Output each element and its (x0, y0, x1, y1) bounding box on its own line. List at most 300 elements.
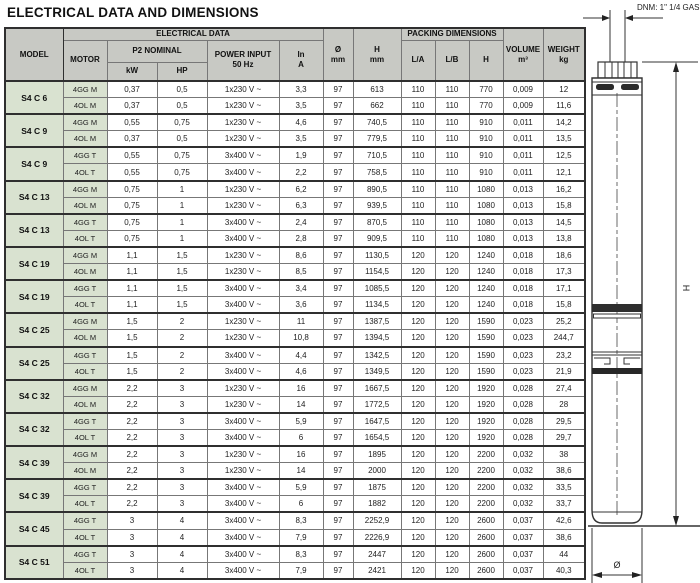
cell-power_input: 1x230 V ~ (207, 396, 279, 413)
header-kw: kW (107, 62, 157, 81)
cell-in_a: 5,9 (279, 413, 323, 430)
cell-hp: 1,5 (157, 264, 207, 281)
cell-la: 110 (401, 214, 435, 231)
cell-lb: 110 (435, 81, 469, 98)
cell-kw: 0,75 (107, 230, 157, 247)
cell-in_a: 14 (279, 396, 323, 413)
cell-h_pack: 1920 (469, 396, 503, 413)
cell-motor: 4GG T (63, 147, 107, 164)
cell-volume: 0,028 (503, 429, 543, 446)
cell-h_pack: 2600 (469, 529, 503, 546)
cell-hp: 3 (157, 446, 207, 463)
cell-la: 120 (401, 297, 435, 314)
cell-la: 120 (401, 330, 435, 347)
cell-volume: 0,011 (503, 131, 543, 148)
cell-hp: 4 (157, 546, 207, 563)
cell-la: 120 (401, 280, 435, 297)
header-diameter (323, 28, 353, 81)
cell-h_pack: 1590 (469, 313, 503, 330)
table-row (5, 413, 585, 430)
cell-lb: 120 (435, 496, 469, 513)
cell-h: 1349,5 (353, 363, 401, 380)
cell-h: 740,5 (353, 114, 401, 131)
cell-motor: 4GG M (63, 313, 107, 330)
cell-la: 120 (401, 380, 435, 397)
cell-in_a: 14 (279, 463, 323, 480)
cell-weight: 12,5 (543, 147, 585, 164)
cell-h_pack: 2600 (469, 562, 503, 579)
table-row (5, 463, 585, 480)
table-row (5, 347, 585, 364)
cell-h: 1875 (353, 479, 401, 496)
cell-la: 120 (401, 264, 435, 281)
cell-in_a: 6,3 (279, 197, 323, 214)
cell-la: 110 (401, 181, 435, 198)
cell-power_input: 1x230 V ~ (207, 98, 279, 115)
dnm-arrowheads (602, 15, 633, 21)
cell-in_a: 7,9 (279, 529, 323, 546)
cell-in_a: 3,3 (279, 81, 323, 98)
cell-diameter: 97 (323, 562, 353, 579)
cell-hp: 2 (157, 347, 207, 364)
cell-weight: 38 (543, 446, 585, 463)
cell-h: 1134,5 (353, 297, 401, 314)
cell-la: 120 (401, 446, 435, 463)
cell-la: 120 (401, 429, 435, 446)
cell-power_input: 3x400 V ~ (207, 147, 279, 164)
cell-kw: 3 (107, 562, 157, 579)
cell-la: 120 (401, 313, 435, 330)
cell-hp: 2 (157, 330, 207, 347)
cell-power_input: 3x400 V ~ (207, 164, 279, 181)
cell-in_a: 16 (279, 380, 323, 397)
cell-h_pack: 1080 (469, 214, 503, 231)
cell-diameter: 97 (323, 81, 353, 98)
cell-motor: 4OL M (63, 131, 107, 148)
cell-la: 110 (401, 230, 435, 247)
page-title: ELECTRICAL DATA AND DIMENSIONS (7, 5, 259, 20)
cell-weight: 23,2 (543, 347, 585, 364)
cell-power_input: 1x230 V ~ (207, 114, 279, 131)
cell-motor: 4OL T (63, 529, 107, 546)
cell-lb: 110 (435, 98, 469, 115)
cell-lb: 120 (435, 429, 469, 446)
cell-h_pack: 910 (469, 147, 503, 164)
cell-power_input: 3x400 V ~ (207, 214, 279, 231)
cell-lb: 110 (435, 230, 469, 247)
cell-motor: 4GG M (63, 446, 107, 463)
cell-weight: 16,2 (543, 181, 585, 198)
model-cell: S4 C 25 (5, 313, 63, 346)
cell-h_pack: 910 (469, 131, 503, 148)
cell-volume: 0,037 (503, 529, 543, 546)
cell-power_input: 1x230 V ~ (207, 131, 279, 148)
cell-h: 1130,5 (353, 247, 401, 264)
cell-diameter: 97 (323, 330, 353, 347)
cell-volume: 0,037 (503, 562, 543, 579)
model-cell: S4 C 32 (5, 413, 63, 446)
cell-weight: 29,7 (543, 429, 585, 446)
cell-h: 1387,5 (353, 313, 401, 330)
cell-motor: 4GG T (63, 479, 107, 496)
cell-kw: 0,75 (107, 181, 157, 198)
cell-weight: 13,8 (543, 230, 585, 247)
cell-power_input: 3x400 V ~ (207, 512, 279, 529)
cell-kw: 1,5 (107, 363, 157, 380)
cell-lb: 120 (435, 529, 469, 546)
cell-lb: 110 (435, 164, 469, 181)
cell-la: 110 (401, 81, 435, 98)
table-row (5, 214, 585, 231)
cell-diameter: 97 (323, 413, 353, 430)
cell-hp: 3 (157, 463, 207, 480)
cell-motor: 4GG T (63, 413, 107, 430)
cell-in_a: 8,3 (279, 512, 323, 529)
table-row (5, 313, 585, 330)
table-row (5, 330, 585, 347)
cell-hp: 0,5 (157, 98, 207, 115)
cell-diameter: 97 (323, 280, 353, 297)
model-cell: S4 C 19 (5, 247, 63, 280)
cell-kw: 1,5 (107, 313, 157, 330)
cell-diameter: 97 (323, 347, 353, 364)
header-h-unit: mm (369, 54, 385, 64)
table-header (5, 28, 585, 81)
cell-power_input: 1x230 V ~ (207, 313, 279, 330)
cell-power_input: 3x400 V ~ (207, 562, 279, 579)
cell-diameter: 97 (323, 479, 353, 496)
cell-in_a: 3,4 (279, 280, 323, 297)
cell-kw: 2,2 (107, 413, 157, 430)
cell-h: 1772,5 (353, 396, 401, 413)
header-hp: HP (157, 62, 207, 81)
cell-volume: 0,032 (503, 479, 543, 496)
cell-volume: 0,018 (503, 280, 543, 297)
table-row (5, 81, 585, 98)
cell-diameter: 97 (323, 247, 353, 264)
cell-weight: 42,6 (543, 512, 585, 529)
header-volume (503, 28, 543, 81)
cell-lb: 120 (435, 347, 469, 364)
cell-motor: 4OL T (63, 562, 107, 579)
pump-technical-drawing (580, 0, 700, 583)
cell-la: 120 (401, 546, 435, 563)
cell-power_input: 3x400 V ~ (207, 429, 279, 446)
cell-in_a: 2,2 (279, 164, 323, 181)
table-row (5, 247, 585, 264)
cell-lb: 120 (435, 562, 469, 579)
cell-diameter: 97 (323, 363, 353, 380)
header-weight (543, 28, 585, 81)
table-row (5, 562, 585, 579)
cell-kw: 0,75 (107, 197, 157, 214)
model-cell: S4 C 45 (5, 512, 63, 545)
cell-h_pack: 1240 (469, 280, 503, 297)
cell-volume: 0,023 (503, 330, 543, 347)
cell-weight: 17,3 (543, 264, 585, 281)
cell-hp: 4 (157, 529, 207, 546)
cell-in_a: 6 (279, 496, 323, 513)
cell-h_pack: 1590 (469, 363, 503, 380)
cell-kw: 1,5 (107, 330, 157, 347)
cell-la: 120 (401, 529, 435, 546)
cell-power_input: 3x400 V ~ (207, 479, 279, 496)
cell-hp: 1 (157, 214, 207, 231)
cell-lb: 120 (435, 313, 469, 330)
cell-h_pack: 2200 (469, 446, 503, 463)
cell-weight: 15,8 (543, 297, 585, 314)
cell-motor: 4OL M (63, 396, 107, 413)
header-motor: MOTOR (63, 40, 107, 81)
header-lb: L/B (435, 40, 469, 81)
cell-lb: 120 (435, 280, 469, 297)
cell-kw: 0,37 (107, 81, 157, 98)
cell-kw: 2,2 (107, 496, 157, 513)
cell-h: 1394,5 (353, 330, 401, 347)
header-h (353, 28, 401, 81)
cell-weight: 12,1 (543, 164, 585, 181)
cell-h: 1882 (353, 496, 401, 513)
cell-h: 758,5 (353, 164, 401, 181)
cell-weight: 28 (543, 396, 585, 413)
cell-kw: 1,5 (107, 347, 157, 364)
cell-h: 1667,5 (353, 380, 401, 397)
cell-power_input: 1x230 V ~ (207, 264, 279, 281)
header-model: MODEL (5, 28, 63, 81)
cell-power_input: 3x400 V ~ (207, 413, 279, 430)
cell-weight: 33,5 (543, 479, 585, 496)
cell-in_a: 5,9 (279, 479, 323, 496)
cell-volume: 0,009 (503, 81, 543, 98)
cell-hp: 1 (157, 197, 207, 214)
cell-volume: 0,011 (503, 164, 543, 181)
cell-power_input: 3x400 V ~ (207, 230, 279, 247)
cell-weight: 21,9 (543, 363, 585, 380)
header-h-symbol: H (374, 44, 380, 54)
model-cell: S4 C 13 (5, 214, 63, 247)
cell-weight: 13,5 (543, 131, 585, 148)
cell-motor: 4OL M (63, 463, 107, 480)
cell-motor: 4OL M (63, 98, 107, 115)
cell-weight: 38,6 (543, 463, 585, 480)
cell-weight: 15,8 (543, 197, 585, 214)
table-row (5, 496, 585, 513)
header-volume-unit: m³ (518, 54, 528, 64)
cell-lb: 110 (435, 181, 469, 198)
table-row (5, 529, 585, 546)
cell-h_pack: 1240 (469, 297, 503, 314)
cell-weight: 40,3 (543, 562, 585, 579)
cell-power_input: 3x400 V ~ (207, 363, 279, 380)
cell-la: 120 (401, 496, 435, 513)
cell-lb: 120 (435, 512, 469, 529)
cell-h_pack: 1240 (469, 264, 503, 281)
cell-kw: 3 (107, 546, 157, 563)
cell-power_input: 1x230 V ~ (207, 197, 279, 214)
cell-kw: 2,2 (107, 463, 157, 480)
cell-weight: 14,2 (543, 114, 585, 131)
cell-motor: 4OL M (63, 264, 107, 281)
model-cell: S4 C 9 (5, 147, 63, 180)
cell-hp: 3 (157, 429, 207, 446)
cell-h_pack: 910 (469, 164, 503, 181)
table-row (5, 131, 585, 148)
cell-la: 120 (401, 247, 435, 264)
table-row (5, 181, 585, 198)
cell-h: 1342,5 (353, 347, 401, 364)
header-power-input-line2: 50 Hz (232, 60, 254, 70)
cell-h: 2226,9 (353, 529, 401, 546)
cell-hp: 1,5 (157, 297, 207, 314)
cell-lb: 120 (435, 446, 469, 463)
cell-motor: 4GG T (63, 347, 107, 364)
cell-lb: 110 (435, 214, 469, 231)
cell-diameter: 97 (323, 396, 353, 413)
cell-h_pack: 2200 (469, 463, 503, 480)
cell-hp: 3 (157, 396, 207, 413)
cell-la: 110 (401, 147, 435, 164)
cell-diameter: 97 (323, 114, 353, 131)
cell-hp: 1 (157, 181, 207, 198)
cell-kw: 3 (107, 512, 157, 529)
cell-h: 1647,5 (353, 413, 401, 430)
cell-lb: 110 (435, 147, 469, 164)
cell-h: 2447 (353, 546, 401, 563)
cell-h_pack: 1080 (469, 181, 503, 198)
model-cell: S4 C 13 (5, 181, 63, 214)
cell-weight: 18,6 (543, 247, 585, 264)
cell-hp: 3 (157, 413, 207, 430)
cell-in_a: 10,8 (279, 330, 323, 347)
cell-lb: 120 (435, 363, 469, 380)
cell-kw: 0,55 (107, 147, 157, 164)
cell-power_input: 1x230 V ~ (207, 463, 279, 480)
table-row (5, 446, 585, 463)
cell-weight: 17,1 (543, 280, 585, 297)
cell-volume: 0,009 (503, 98, 543, 115)
cell-in_a: 8,5 (279, 264, 323, 281)
header-in (279, 40, 323, 81)
cell-power_input: 1x230 V ~ (207, 380, 279, 397)
cell-motor: 4GG M (63, 247, 107, 264)
cell-motor: 4GG M (63, 114, 107, 131)
cell-motor: 4GG T (63, 512, 107, 529)
model-cell: S4 C 39 (5, 446, 63, 479)
cell-volume: 0,032 (503, 446, 543, 463)
cell-h: 779,5 (353, 131, 401, 148)
cell-volume: 0,013 (503, 181, 543, 198)
header-diameter-symbol: Ø (334, 44, 342, 54)
cell-lb: 120 (435, 479, 469, 496)
cell-h_pack: 2200 (469, 479, 503, 496)
cell-diameter: 97 (323, 264, 353, 281)
cell-h: 2252,9 (353, 512, 401, 529)
cell-motor: 4OL M (63, 197, 107, 214)
cell-diameter: 97 (323, 496, 353, 513)
cell-in_a: 11 (279, 313, 323, 330)
cell-motor: 4GG M (63, 181, 107, 198)
cell-lb: 120 (435, 413, 469, 430)
cell-la: 120 (401, 562, 435, 579)
cell-diameter: 97 (323, 446, 353, 463)
cell-diameter: 97 (323, 98, 353, 115)
cell-volume: 0,032 (503, 496, 543, 513)
cell-lb: 120 (435, 546, 469, 563)
cell-h_pack: 770 (469, 81, 503, 98)
cell-weight: 11,6 (543, 98, 585, 115)
h-dimension-lines (642, 62, 698, 524)
cell-la: 110 (401, 114, 435, 131)
table-row (5, 280, 585, 297)
cell-la: 120 (401, 463, 435, 480)
cell-h_pack: 1920 (469, 413, 503, 430)
cell-h_pack: 1240 (469, 247, 503, 264)
header-power-input (207, 40, 279, 81)
table-row (5, 380, 585, 397)
cell-h_pack: 2200 (469, 496, 503, 513)
cell-motor: 4OL T (63, 230, 107, 247)
cell-kw: 0,75 (107, 214, 157, 231)
table-row (5, 114, 585, 131)
cell-volume: 0,013 (503, 197, 543, 214)
cell-la: 120 (401, 479, 435, 496)
cell-power_input: 3x400 V ~ (207, 496, 279, 513)
cell-la: 120 (401, 347, 435, 364)
cell-kw: 2,2 (107, 396, 157, 413)
cell-kw: 2,2 (107, 446, 157, 463)
cell-volume: 0,018 (503, 247, 543, 264)
header-la: L/A (401, 40, 435, 81)
model-cell: S4 C 25 (5, 347, 63, 380)
header-weight-unit: kg (559, 54, 569, 64)
cell-lb: 120 (435, 297, 469, 314)
cell-la: 110 (401, 131, 435, 148)
cell-volume: 0,023 (503, 313, 543, 330)
cell-diameter: 97 (323, 380, 353, 397)
cell-in_a: 2,8 (279, 230, 323, 247)
cell-hp: 4 (157, 512, 207, 529)
cell-in_a: 4,6 (279, 363, 323, 380)
cell-h: 710,5 (353, 147, 401, 164)
table-row (5, 546, 585, 563)
cell-lb: 120 (435, 463, 469, 480)
cell-hp: 1 (157, 230, 207, 247)
header-weight-label: WEIGHT (547, 44, 580, 54)
model-cell: S4 C 32 (5, 380, 63, 413)
cell-h: 870,5 (353, 214, 401, 231)
cell-lb: 110 (435, 131, 469, 148)
cell-diameter: 97 (323, 164, 353, 181)
cell-diameter: 97 (323, 512, 353, 529)
cell-diameter: 97 (323, 529, 353, 546)
cell-volume: 0,011 (503, 147, 543, 164)
diameter-dimension-label: Ø (613, 560, 621, 570)
cell-h_pack: 1920 (469, 380, 503, 397)
header-electrical-data: ELECTRICAL DATA (63, 28, 323, 40)
cell-lb: 120 (435, 380, 469, 397)
cell-volume: 0,037 (503, 512, 543, 529)
cell-kw: 0,55 (107, 164, 157, 181)
cell-weight: 244,7 (543, 330, 585, 347)
cell-in_a: 1,9 (279, 147, 323, 164)
cell-volume: 0,018 (503, 297, 543, 314)
cell-diameter: 97 (323, 429, 353, 446)
dnm-dimension-lines (583, 10, 663, 62)
cell-h: 662 (353, 98, 401, 115)
cell-weight: 14,5 (543, 214, 585, 231)
model-cell: S4 C 19 (5, 280, 63, 313)
cell-kw: 1,1 (107, 280, 157, 297)
